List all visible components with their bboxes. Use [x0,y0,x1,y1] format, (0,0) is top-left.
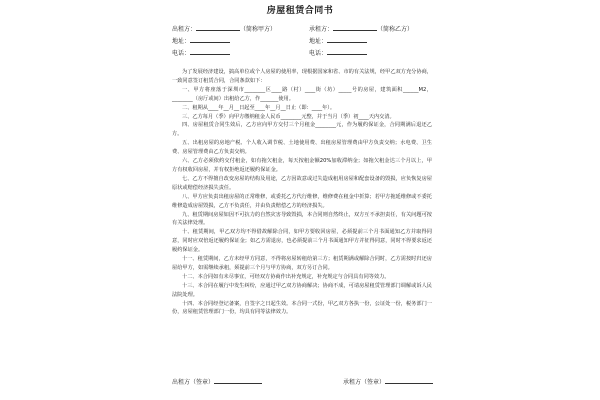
lessee-signature-blank [385,377,433,384]
lessee-phone-row [309,48,413,60]
lessee-label: 承租方： [309,26,334,33]
clause-1: 一、甲方将座落于深圳市________区____路（村）____街（坊）_____号的房屋，建筑面积______M2，________（房厅或间）出租给乙方，作_______使用。 [172,86,432,102]
lessor-note: （简称甲方） [240,26,277,33]
lessor-signature-label: 出租方（签章） [172,379,215,386]
clause-12: 十二、本合同如有未尽事宜，可经双方协商作出补充规定，补充规定与合同具有同等效力。 [182,273,390,280]
clause-14: 十四、本合同经登记备案，自签字之日起生效。本合同一式份，甲乙双方各执一份，公证处一份，税务部门一份，房屋租赁管理部门一份，均具有同等法律效力。 [172,300,432,316]
clause-5: 五、出租房屋的房地产税、个人收入调节税、土地使用费、出租房屋管理费由甲方负责交纳；水电费、卫生费、房屋管理费由乙方负责交纳。 [172,140,432,156]
clause-10: 十、租赁期间，甲乙双方均不得借故解除合同，如甲方要收回房屋，必须提前三个月书面通知乙方并取得同意，同时应双倍返还履约保证金；如乙方需退房，也必须提前三个月书面通知甲方并征得同意，同时不得要求返还履约保证金。 [172,229,432,254]
lessee-row [309,24,413,36]
clause-11: 十一、租赁期间，乙方未经甲方同意，不得将房屋转租给第三方；租赁期满或解除合同时，乙方需按时归还房屋给甲方，如需继续承租，须提前三个月与甲方协商，双方另订合同。 [172,256,432,271]
preamble-paragraph: 为了发展经济建设，搞高单位或个人房屋的使用率，现根据国家和省、市的有关法规，经甲乙双方充分协商，一致同意签订租赁合同，合同条款如下： [172,69,432,84]
lessor-phone-label: 电话： [172,50,191,57]
clause-4: 四、房屋租赁合同生效后，乙方应向甲方交付三个月租金________元，作为履约保证金，合同期满后退还乙方。 [172,122,432,138]
lessee-address-blank [327,36,367,43]
lessee-address-label: 地址： [309,38,328,45]
clause-6: 六、乙方必须依约交付租金，如有拖欠租金，每天按租金额20%加收滞纳金；如拖欠租金达三个月以上，甲方有权收回房屋，并有权拒绝返还履约保证金。 [172,158,432,173]
lessee-signature-label: 承租方（签章） [343,379,386,386]
lessee-phone-label: 电话： [309,50,328,57]
lessee-note: （简称乙方） [377,26,414,33]
clause-2: 二、租期从____年__月__日起至____年__月__日止（即：____年）。 [182,104,336,111]
clause-7: 七、乙方不得擅自改变房屋的结构及用途，乙方因故意或过失造成租用房屋和配套设备的毁损，应负恢复房屋原状或赔偿经济损失责任。 [172,175,432,191]
contract-body [172,68,432,317]
lessee-address-row [309,36,413,48]
lessor-signature [172,377,262,386]
clause-3: 三、乙方每月（季）向甲方缴纳租金人民币________元整，并于当月（季）初____天内交清。 [182,113,395,120]
lessor-info [172,24,276,60]
lessor-address-row [172,36,276,48]
lessor-phone-blank [190,48,230,55]
lessor-address-label: 地址： [172,38,191,45]
lessee-signature [343,377,433,386]
lessor-phone-row [172,48,276,60]
lessor-blank [196,24,240,31]
document-title: 房屋租赁合同书 [266,6,334,16]
clause-8: 八、甲方应负责出租房屋的正常维修，或委托乙方代行维修，维修费在租金中折算；若甲方拖延维修或不委托维修造成房屋毁损，乙方不负责任，并由负责赔偿乙方的经济损失。 [172,193,432,209]
lessee-blank [333,24,377,31]
lessee-info [309,24,413,60]
lessor-address-blank [190,36,230,43]
clause-13: 十三、本合同在履行中发生纠纷，应通过甲乙双方协商解决；协商不成，可请房屋租赁管理部门调解或诉人民法院处理。 [172,282,432,298]
clause-9: 九、租赁期间房屋如因不可抗力的自然灾害导致毁损，本合同则自然终止，双方互不承担责任，有关问题可按有关法律处理。 [172,211,432,227]
lessor-label: 出租方： [172,26,197,33]
lessee-phone-blank [327,48,367,55]
lessor-signature-blank [214,377,262,384]
lessor-row [172,24,276,36]
